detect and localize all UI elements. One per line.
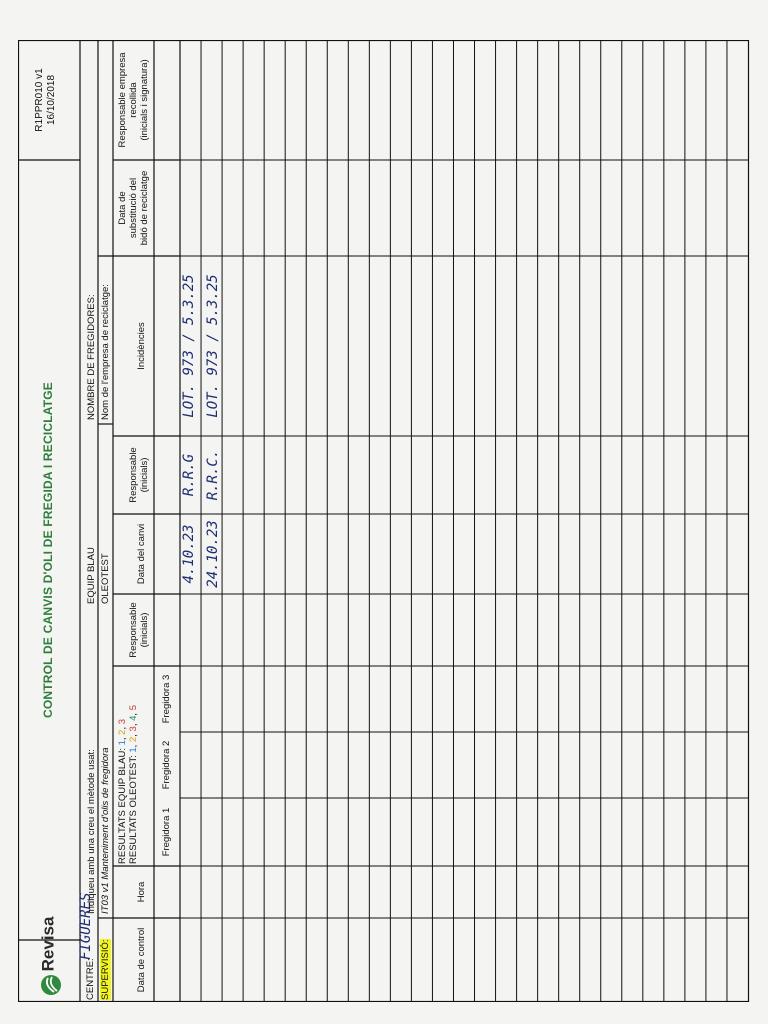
col-header-fregidora-3: Fregidora 3 <box>161 674 172 724</box>
document-code: R1PPR010 v1 <box>34 68 45 132</box>
row-2-data-canvi: 24.10.23 <box>205 520 221 588</box>
col-header-substitucio-line2: substitució del <box>128 177 139 239</box>
supervisio-label: SUPERVISIÓ: <box>100 939 111 1000</box>
col-header-hora: Hora <box>136 881 147 903</box>
method-option-equip-blau: EQUIP BLAU <box>86 547 97 604</box>
col-header-data-canvi: Data del canvi <box>136 523 147 585</box>
results-oleotest-label: RESULTATS OLEOTEST: 1, 2, 3, 4, 5 <box>128 705 139 864</box>
row-2-incidencies: LOT. 973 / 5.3.25 <box>205 274 221 418</box>
method-instruction: Indiqueu amb una creu el mètode usat: <box>86 749 97 914</box>
col-header-empresa-line1: Responsable empresa <box>117 52 128 148</box>
rotated-form-sheet <box>18 40 766 1002</box>
method-option-oleotest: OLEOTEST <box>100 553 111 604</box>
row-1-responsable: R.R.G <box>181 453 197 497</box>
col-header-responsable2-line2: (inicials) <box>139 457 150 493</box>
row-2-responsable: R.R.C. <box>205 449 221 501</box>
page-title: CONTROL DE CANVIS D'OLI DE FREGIDA I RECICLATGE <box>41 381 55 719</box>
method-reference: IT03 v1 Manteniment d'olis de fregidora <box>100 747 111 914</box>
col-header-empresa-line3: (inicials i signatura) <box>139 59 150 141</box>
col-header-fregidora-2: Fregidora 2 <box>161 740 172 790</box>
col-header-responsable-line1: Responsable <box>128 602 139 658</box>
centre-label: CENTRE: <box>85 958 96 1000</box>
col-header-empresa-line2: recollida <box>128 82 139 118</box>
centre-value: FIGUERES <box>78 892 94 960</box>
col-header-incidencies: Incidències <box>136 322 147 370</box>
col-header-responsable-line2: (inicials) <box>139 612 150 648</box>
col-header-data-control: Data de control <box>136 927 147 993</box>
recycler-name-label: Nom de l'empresa de reciclatge: <box>100 284 111 420</box>
row-1-data-canvi: 4.10.23 <box>181 524 197 584</box>
col-header-fregidora-1: Fregidora 1 <box>161 807 172 857</box>
row-1-incidencies: LOT. 973 / 5.3.25 <box>181 274 197 418</box>
fryers-count-label: NOMBRE DE FREGIDORES: <box>86 294 97 420</box>
col-header-substitucio-line3: bidó de reciclatge <box>139 170 150 246</box>
revisa-logo-text: Revisa <box>38 916 58 972</box>
col-header-responsable2-line1: Responsable <box>128 447 139 503</box>
document-date: 16/10/2018 <box>46 74 57 126</box>
revisa-logo-icon <box>40 974 62 996</box>
results-equip-blau-label: RESULTATS EQUIP BLAU: 1, 2, 3 <box>117 718 128 864</box>
col-header-substitucio-line1: Data de <box>117 191 128 225</box>
